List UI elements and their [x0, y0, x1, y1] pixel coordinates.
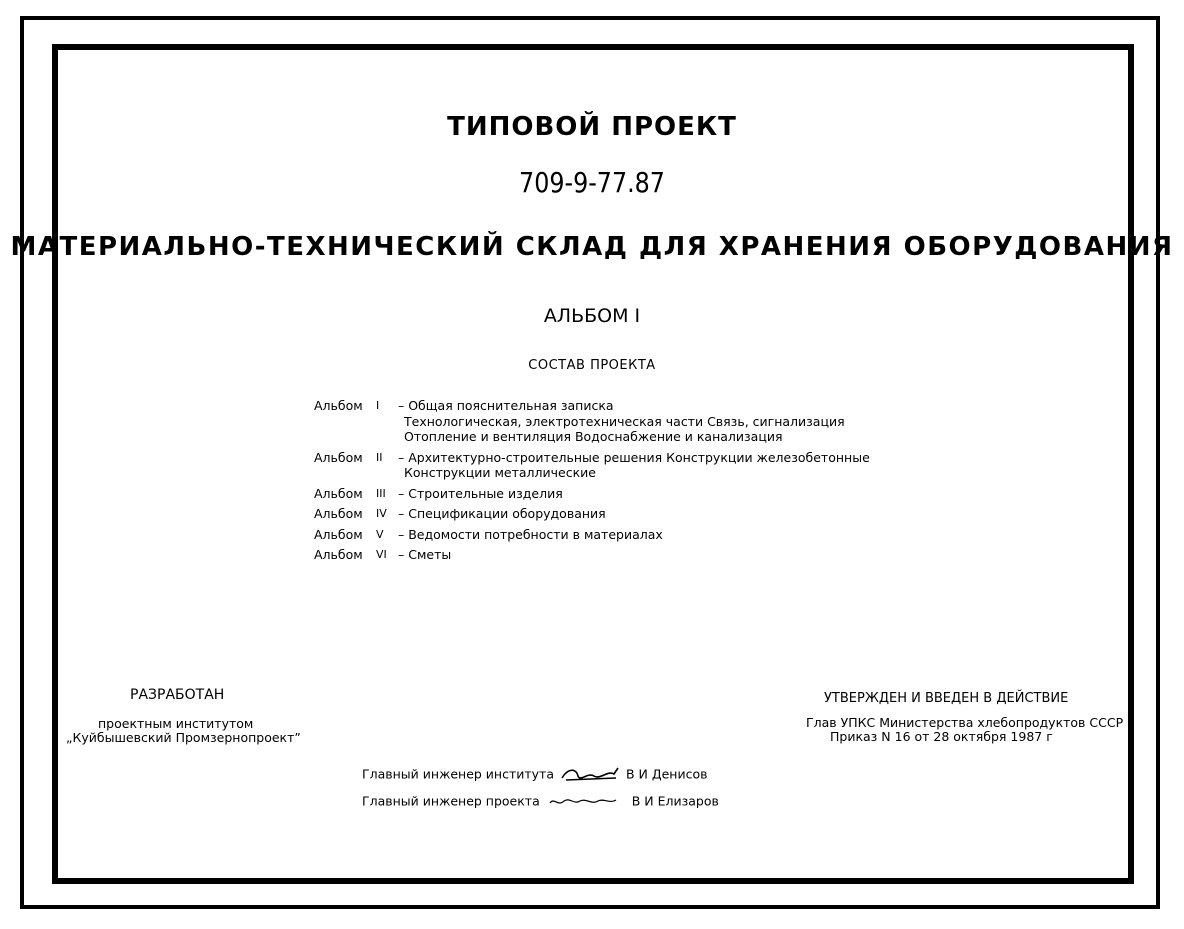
album-label: Альбом [314, 506, 363, 521]
album-label: Альбом [314, 526, 363, 542]
contents-heading: СОСТАВ ПРОЕКТА [528, 358, 656, 373]
signature-image [544, 793, 628, 811]
approved-heading: УТВЕРЖДЕН И ВВЕДЕН В ДЕЙСТВИЕ [824, 691, 1069, 706]
album-num: II [376, 450, 383, 464]
project-code: 709-9-77.87 [519, 166, 665, 199]
album-num: V [376, 527, 384, 541]
album-num: I [376, 399, 380, 412]
developed-line1: проектным институтом [98, 716, 254, 731]
contents-list [314, 398, 870, 563]
album-desc: – Общая пояснительная записка [398, 398, 614, 413]
album-desc: Конструкции металлические [404, 465, 596, 480]
list-item [314, 398, 870, 445]
album-desc: – Сметы [398, 547, 452, 562]
album-label: Альбом [314, 449, 363, 465]
project-subject: МАТЕРИАЛЬНО-ТЕХНИЧЕСКИЙ СКЛАД ДЛЯ ХРАНЕНИЯ ОБОРУДОВАНИЯ [10, 232, 1174, 262]
album-desc: Отопление и вентиляция Водоснабжение и канализация [404, 429, 783, 444]
album-num: IV [376, 507, 387, 520]
album-num: VI [376, 548, 387, 561]
list-item [314, 527, 870, 543]
list-item [314, 506, 870, 522]
signature-row [362, 764, 707, 786]
signature-name: В И Денисов [625, 766, 708, 782]
album-desc: – Ведомости потребности в материалах [398, 526, 663, 542]
signature-row [362, 793, 719, 811]
developed-line2: „Куйбышевский Промзернопроект” [66, 730, 301, 745]
album-desc: – Архитектурно-строительные решения Конструкции железобетонные [398, 449, 870, 465]
album-label: Альбом [314, 547, 363, 562]
developed-heading: РАЗРАБОТАН [130, 687, 225, 703]
signature-role: Главный инженер института [362, 766, 554, 782]
list-item [314, 450, 870, 481]
signature-name: В И Елизаров [631, 793, 719, 809]
approved-line1: Глав УПКС Министерства хлебопродуктов СССР [806, 715, 1124, 730]
list-item [314, 486, 870, 502]
album-num: III [376, 486, 386, 500]
signature-role: Главный инженер проекта [362, 793, 540, 809]
doc-title: ТИПОВОЙ ПРОЕКТ [447, 112, 737, 142]
album-label: Альбом [314, 485, 363, 501]
approved-line2: Приказ N 16 от 28 октября 1987 г [830, 729, 1053, 744]
signature-image [558, 764, 622, 786]
list-item [314, 547, 870, 563]
album-number: АЛЬБОМ I [543, 305, 641, 327]
album-desc: – Строительные изделия [398, 485, 563, 501]
album-desc: Технологическая, электротехническая части Связь, сигнализация [404, 413, 845, 429]
album-desc: – Спецификации оборудования [398, 506, 606, 521]
album-label: Альбом [314, 398, 363, 413]
